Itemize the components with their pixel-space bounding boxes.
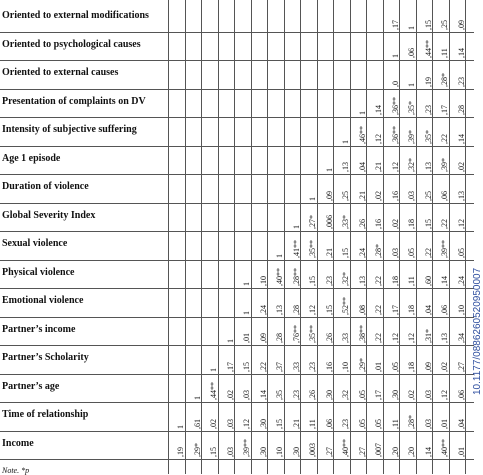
correlation-value: ,09 [423, 361, 433, 372]
correlation-value: ,18 [390, 276, 400, 286]
correlation-value: 1 [308, 196, 317, 201]
correlation-value: ,22 [374, 304, 383, 315]
doi-text: 10.1177/0886260520950007 [472, 267, 483, 395]
correlation-value: ,52** [341, 296, 350, 315]
correlation-value: ,28* [407, 414, 416, 429]
row-divider [0, 288, 474, 289]
correlation-value: ,33 [291, 361, 301, 372]
correlation-value: ,36** [390, 97, 400, 115]
correlation-value: ,25 [423, 190, 433, 201]
correlation-value: ,20 [407, 447, 416, 457]
correlation-value: ,31* [423, 329, 433, 343]
row-label: Partner’s age [2, 380, 60, 392]
correlation-value: ,27 [357, 447, 367, 457]
correlation-value: ,01 [456, 447, 466, 457]
row-label: Income [2, 437, 34, 449]
correlation-value: ,16 [324, 361, 334, 372]
row-label: Oriented to external causes [2, 67, 119, 78]
correlation-value: ,44** [209, 382, 218, 400]
correlation-value: ,21 [324, 247, 334, 258]
correlation-value: ,46** [357, 125, 367, 144]
correlation-value: 1 [407, 82, 416, 87]
correlation-value: ,22 [258, 361, 268, 372]
correlation-value: ,17 [440, 105, 449, 115]
correlation-value: ,39* [407, 129, 416, 144]
row-label: Age 1 episode [2, 152, 61, 164]
row-label: Oriented to psychological causes [2, 38, 141, 50]
correlation-value: ,30 [324, 390, 334, 400]
row-label: Physical violence [2, 266, 75, 278]
correlation-value: ,02 [440, 361, 449, 372]
correlation-value: ,05 [357, 390, 367, 400]
correlation-value: ,02 [407, 390, 416, 400]
correlation-value: ,02 [390, 219, 400, 229]
correlation-value: ,23 [341, 418, 350, 429]
correlation-value: ,28** [291, 268, 301, 286]
row-label: Duration of violence [2, 181, 89, 192]
correlation-value: 1 [390, 54, 400, 58]
correlation-value: ,17 [390, 19, 400, 30]
correlation-value: ,01 [374, 361, 383, 372]
correlation-value: ,10 [456, 304, 466, 315]
correlation-value: ,09 [324, 190, 334, 201]
correlation-value: 1 [242, 282, 251, 286]
correlation-value: ,40** [440, 439, 449, 457]
correlation-value: ,11 [440, 48, 449, 58]
row-divider [0, 32, 474, 33]
row-label: Oriented to external modifications [2, 10, 149, 21]
row-label: Global Severity Index [2, 209, 96, 221]
correlation-value: ,14 [440, 276, 449, 286]
correlation-value: ,30 [258, 418, 268, 429]
correlation-value: ,09 [456, 19, 466, 30]
correlation-value: ,13 [357, 276, 367, 286]
correlation-value: ,26 [357, 219, 367, 229]
table-footnote: Note. *p [2, 466, 30, 475]
correlation-value: ,15 [209, 447, 218, 457]
correlation-value: ,10 [275, 447, 284, 457]
correlation-value: ,26 [308, 390, 317, 400]
correlation-value: ,03 [225, 447, 235, 457]
correlation-value: ,06 [440, 304, 449, 315]
row-divider [0, 374, 474, 375]
correlation-value: ,35* [407, 101, 416, 115]
correlation-value: ,28* [374, 243, 383, 258]
correlation-value: ,25 [440, 19, 449, 30]
correlation-value: ,15 [423, 219, 433, 229]
correlation-value: ,11 [407, 276, 416, 286]
correlation-value: ,23 [456, 76, 466, 87]
row-divider [0, 402, 474, 403]
correlation-value: ,60 [423, 276, 433, 286]
correlation-value: ,15 [308, 276, 317, 286]
correlation-value: ,08 [357, 304, 367, 315]
correlation-value: ,007 [374, 443, 383, 457]
correlation-value: ,22 [374, 276, 383, 286]
correlation-value: ,05 [374, 418, 383, 429]
correlation-value: ,23 [324, 276, 334, 286]
correlation-value: ,09 [258, 333, 268, 343]
correlation-value: ,22 [374, 333, 383, 343]
correlation-value: ,24 [456, 276, 466, 286]
correlation-value: ,28 [291, 304, 301, 315]
row-divider [0, 89, 474, 90]
correlation-value: ,18 [407, 304, 416, 315]
correlation-value: ,27 [456, 361, 466, 372]
correlation-value: 1 [341, 139, 350, 144]
correlation-value: ,13 [275, 304, 284, 315]
correlation-value: 1 [225, 339, 235, 343]
correlation-value: ,14 [423, 447, 433, 457]
correlation-value: ,27* [308, 215, 317, 229]
correlation-value: ,13 [341, 162, 350, 172]
correlation-value: ,21 [357, 190, 367, 201]
row-divider [0, 459, 474, 460]
correlation-value: ,19 [176, 447, 185, 457]
correlation-value: ,39* [440, 158, 449, 172]
correlation-value: ,21 [374, 162, 383, 172]
correlation-value: ,36** [390, 125, 400, 144]
correlation-value: 1 [209, 367, 218, 372]
correlation-value: ,14 [456, 48, 466, 58]
correlation-value: ,15 [423, 19, 433, 30]
correlation-value: ,12 [374, 133, 383, 144]
row-label: Partner’s income [2, 323, 76, 335]
correlation-value: ,04 [357, 162, 367, 172]
correlation-value: ,03 [423, 390, 433, 400]
correlation-value: ,05 [357, 418, 367, 429]
correlation-value: ,30 [390, 390, 400, 400]
correlation-value: ,006 [324, 215, 334, 229]
correlation-value: ,27 [324, 447, 334, 457]
correlation-value: ,35** [308, 239, 317, 258]
row-label: Time of relationship [2, 409, 89, 420]
correlation-value: ,25 [341, 190, 350, 201]
correlation-value: ,17 [225, 361, 235, 372]
correlation-value: ,06 [324, 418, 334, 429]
correlation-value: ,12 [456, 219, 466, 229]
row-divider [0, 146, 474, 147]
correlation-value: ,01 [242, 333, 251, 343]
correlation-value: ,61 [192, 418, 202, 429]
correlation-value: ,02 [209, 418, 218, 429]
correlation-value: ,15 [275, 418, 284, 429]
correlation-value: ,06 [407, 48, 416, 58]
correlation-value: 1 [407, 25, 416, 30]
correlation-value: ,28 [456, 105, 466, 115]
row-label: Partner’s Scholarity [2, 352, 89, 363]
correlation-value: ,35** [308, 325, 317, 343]
correlation-value: ,03 [225, 418, 235, 429]
correlation-value: ,04 [423, 304, 433, 315]
row-divider [0, 117, 474, 118]
correlation-value: 1 [242, 310, 251, 315]
correlation-value: ,12 [308, 304, 317, 315]
correlation-value: ,37 [275, 361, 284, 372]
correlation-value: ,21 [291, 418, 301, 429]
correlation-value: ,13 [440, 333, 449, 343]
correlation-value: 1 [275, 253, 284, 258]
correlation-value: ,13 [456, 190, 466, 201]
correlation-value: ,12 [242, 418, 251, 429]
correlation-value: ,26 [324, 333, 334, 343]
correlation-value: ,14 [456, 133, 466, 144]
row-divider [0, 60, 474, 61]
correlation-value: ,12 [390, 333, 400, 343]
correlation-value: ,39** [242, 439, 251, 457]
correlation-value: ,76** [291, 325, 301, 343]
correlation-value: ,40** [275, 268, 284, 286]
row-divider [0, 345, 474, 346]
correlation-value: ,11 [390, 418, 400, 429]
correlation-value: ,10 [258, 276, 268, 286]
correlation-value: ,03 [407, 190, 416, 201]
correlation-value: ,04 [456, 418, 466, 429]
correlation-value: ,06 [440, 190, 449, 201]
correlation-value: ,03 [423, 418, 433, 429]
correlation-value: ,15 [341, 247, 350, 258]
row-divider [0, 431, 474, 432]
correlation-value: ,17 [390, 304, 400, 315]
correlation-value: ,16 [390, 190, 400, 201]
correlation-value: ,0 [390, 80, 400, 87]
correlation-value: ,23 [291, 390, 301, 400]
correlation-value: ,10 [341, 361, 350, 372]
correlation-value: ,15 [324, 304, 334, 315]
correlation-value: ,06 [456, 390, 466, 400]
correlation-value: ,05 [456, 247, 466, 258]
correlation-value: ,39** [440, 239, 449, 258]
correlation-value: ,24 [357, 247, 367, 258]
correlation-value: ,40** [341, 439, 350, 457]
correlation-value: ,29* [357, 357, 367, 372]
correlation-value: ,05 [390, 361, 400, 372]
correlation-value: ,41** [291, 239, 301, 258]
correlation-value: ,12 [390, 162, 400, 172]
correlation-value: ,33* [341, 215, 350, 229]
row-label: Intensity of subjective suffering [2, 124, 137, 135]
correlation-value: ,34 [456, 333, 466, 343]
correlation-value: ,18 [407, 219, 416, 229]
correlation-value: ,13 [423, 162, 433, 172]
correlation-value: ,11 [308, 418, 317, 429]
correlation-value: 1 [357, 111, 367, 115]
row-divider [0, 203, 474, 204]
correlation-value: ,02 [374, 190, 383, 201]
correlation-value: ,15 [242, 361, 251, 372]
correlation-value: 1 [176, 424, 185, 429]
correlation-value: ,12 [407, 333, 416, 343]
correlation-value: 1 [324, 168, 334, 172]
correlation-value: ,14 [374, 105, 383, 115]
correlation-value: ,14 [258, 390, 268, 400]
correlation-value: ,20 [390, 447, 400, 457]
correlation-value: ,23 [308, 361, 317, 372]
correlation-value: ,28* [440, 72, 449, 87]
correlation-value: ,17 [374, 390, 383, 400]
correlation-value: ,35* [423, 129, 433, 144]
correlation-value: ,23 [423, 105, 433, 115]
row-label: Emotional violence [2, 295, 84, 306]
correlation-value: ,003 [308, 443, 317, 457]
correlation-value: ,01 [440, 418, 449, 429]
row-divider [0, 317, 474, 318]
correlation-value: ,03 [390, 247, 400, 258]
correlation-value: ,33 [341, 333, 350, 343]
correlation-value: ,22 [423, 247, 433, 258]
correlation-value: 1 [192, 396, 202, 400]
correlation-value: ,28 [275, 333, 284, 343]
correlation-value: ,18 [407, 361, 416, 372]
correlation-value: ,24 [258, 304, 268, 315]
correlation-value: ,16 [374, 219, 383, 229]
correlation-value: ,22 [440, 219, 449, 229]
row-label: Sexual violence [2, 238, 68, 249]
row-label: Presentation of complaints on DV [2, 95, 146, 107]
correlation-value: ,05 [407, 247, 416, 258]
correlation-value: ,32 [341, 390, 350, 400]
correlation-value: ,30 [258, 447, 268, 457]
correlation-value: ,02 [225, 390, 235, 400]
correlation-value: 1 [291, 225, 301, 229]
row-divider [0, 260, 474, 261]
correlation-value: ,29* [192, 443, 202, 457]
correlation-value: ,44** [423, 40, 433, 58]
correlation-value: ,22 [440, 133, 449, 144]
row-divider [0, 174, 474, 175]
correlation-value: ,32* [341, 272, 350, 286]
correlation-value: ,12 [440, 390, 449, 400]
row-divider [0, 231, 474, 232]
correlation-value: ,03 [242, 390, 251, 400]
correlation-value: ,32* [407, 158, 416, 172]
correlation-value: ,19 [423, 76, 433, 87]
correlation-value: ,30 [291, 447, 301, 457]
correlation-value: ,38** [357, 325, 367, 343]
correlation-value: ,02 [456, 162, 466, 172]
correlation-value: ,35 [275, 390, 284, 400]
